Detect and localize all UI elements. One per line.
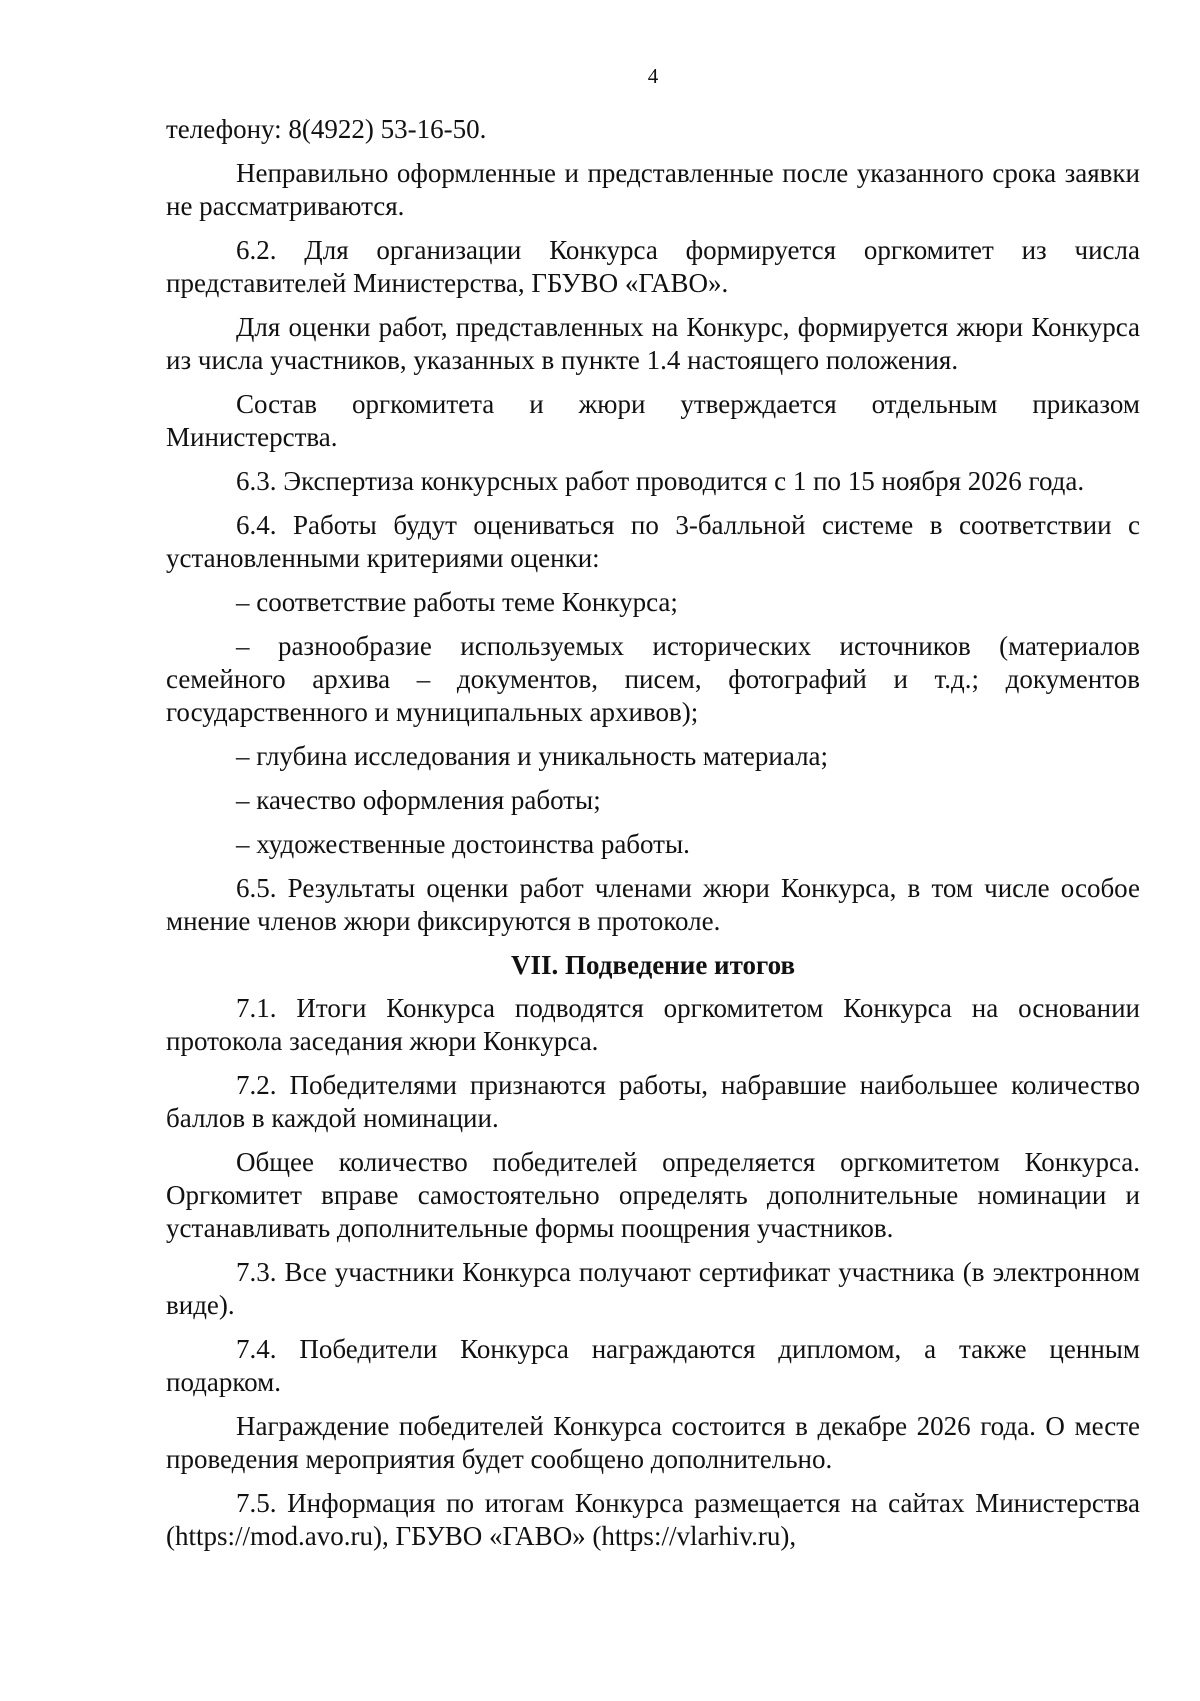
paragraph-jury: Для оценки работ, представленных на Конкурс, формируется жюри Конкурса из числа участников, указанных в пункте 1.4 настоящего положения. [166, 312, 1140, 375]
paragraph-7-4: 7.4. Победители Конкурса награждаются дипломом, а также ценным подарком. [166, 1334, 1140, 1397]
paragraph-7-1: 7.1. Итоги Конкурса подводятся оргкомитетом Конкурса на основании протокола заседания жюри Конкурса. [166, 993, 1140, 1056]
paragraph-incorrect-applications: Неправильно оформленные и представленные после указанного срока заявки не рассматриваются. [166, 158, 1140, 221]
criterion-item: – качество оформления работы; [236, 785, 601, 815]
phone-line: телефону: 8(4922) 53-16-50. [166, 114, 487, 144]
section-heading: VII. Подведение итогов [510, 950, 796, 980]
paragraph-6-5: 6.5. Результаты оценки работ членами жюри Конкурса, в том числе особое мнение членов жюри фиксируются в протоколе. [166, 873, 1140, 936]
paragraph-7-3: 7.3. Все участники Конкурса получают сертификат участника (в электронном виде). [166, 1257, 1140, 1320]
page-number: 4 [647, 64, 659, 88]
criterion-item: – соответствие работы теме Конкурса; [236, 587, 678, 617]
paragraph-composition: Состав оргкомитета и жюри утверждается отдельным приказом Министерства. [166, 389, 1140, 452]
paragraph-total-winners: Общее количество победителей определяется оргкомитетом Конкурса. Оргкомитет вправе самостоятельно определять дополнительные номинации и устанавливать дополнительные формы поощрения участников. [166, 1147, 1140, 1243]
paragraph-7-5: 7.5. Информация по итогам Конкурса размещается на сайтах Министерства (https://mod.avo.ru), ГБУВО «ГАВО» (https://vlarhiv.ru), [166, 1488, 1140, 1551]
criterion-item: – глубина исследования и уникальность материала; [236, 741, 829, 771]
criterion-item: – художественные достоинства работы. [236, 829, 690, 859]
paragraph-award: Награждение победителей Конкурса состоится в декабре 2026 года. О месте проведения мероприятия будет сообщено дополнительно. [166, 1411, 1140, 1474]
paragraph-7-2: 7.2. Победителями признаются работы, набравшие наибольшее количество баллов в каждой номинации. [166, 1070, 1140, 1133]
paragraph-6-2: 6.2. Для организации Конкурса формируется оргкомитет из числа представителей Министерства, ГБУВО «ГАВО». [166, 235, 1140, 298]
paragraph-6-4: 6.4. Работы будут оцениваться по 3-балльной системе в соответствии с установленными критериями оценки: [166, 510, 1140, 573]
document-body [166, 157, 1140, 1564]
criterion-item: – разнообразие используемых исторических источников (материалов семейного архива – документов, писем, фотографий и т.д.; документов государственного и муниципальных архивов); [166, 631, 1140, 727]
paragraph-6-3: 6.3. Экспертиза конкурсных работ проводится с 1 по 15 ноября 2026 года. [236, 466, 1085, 496]
